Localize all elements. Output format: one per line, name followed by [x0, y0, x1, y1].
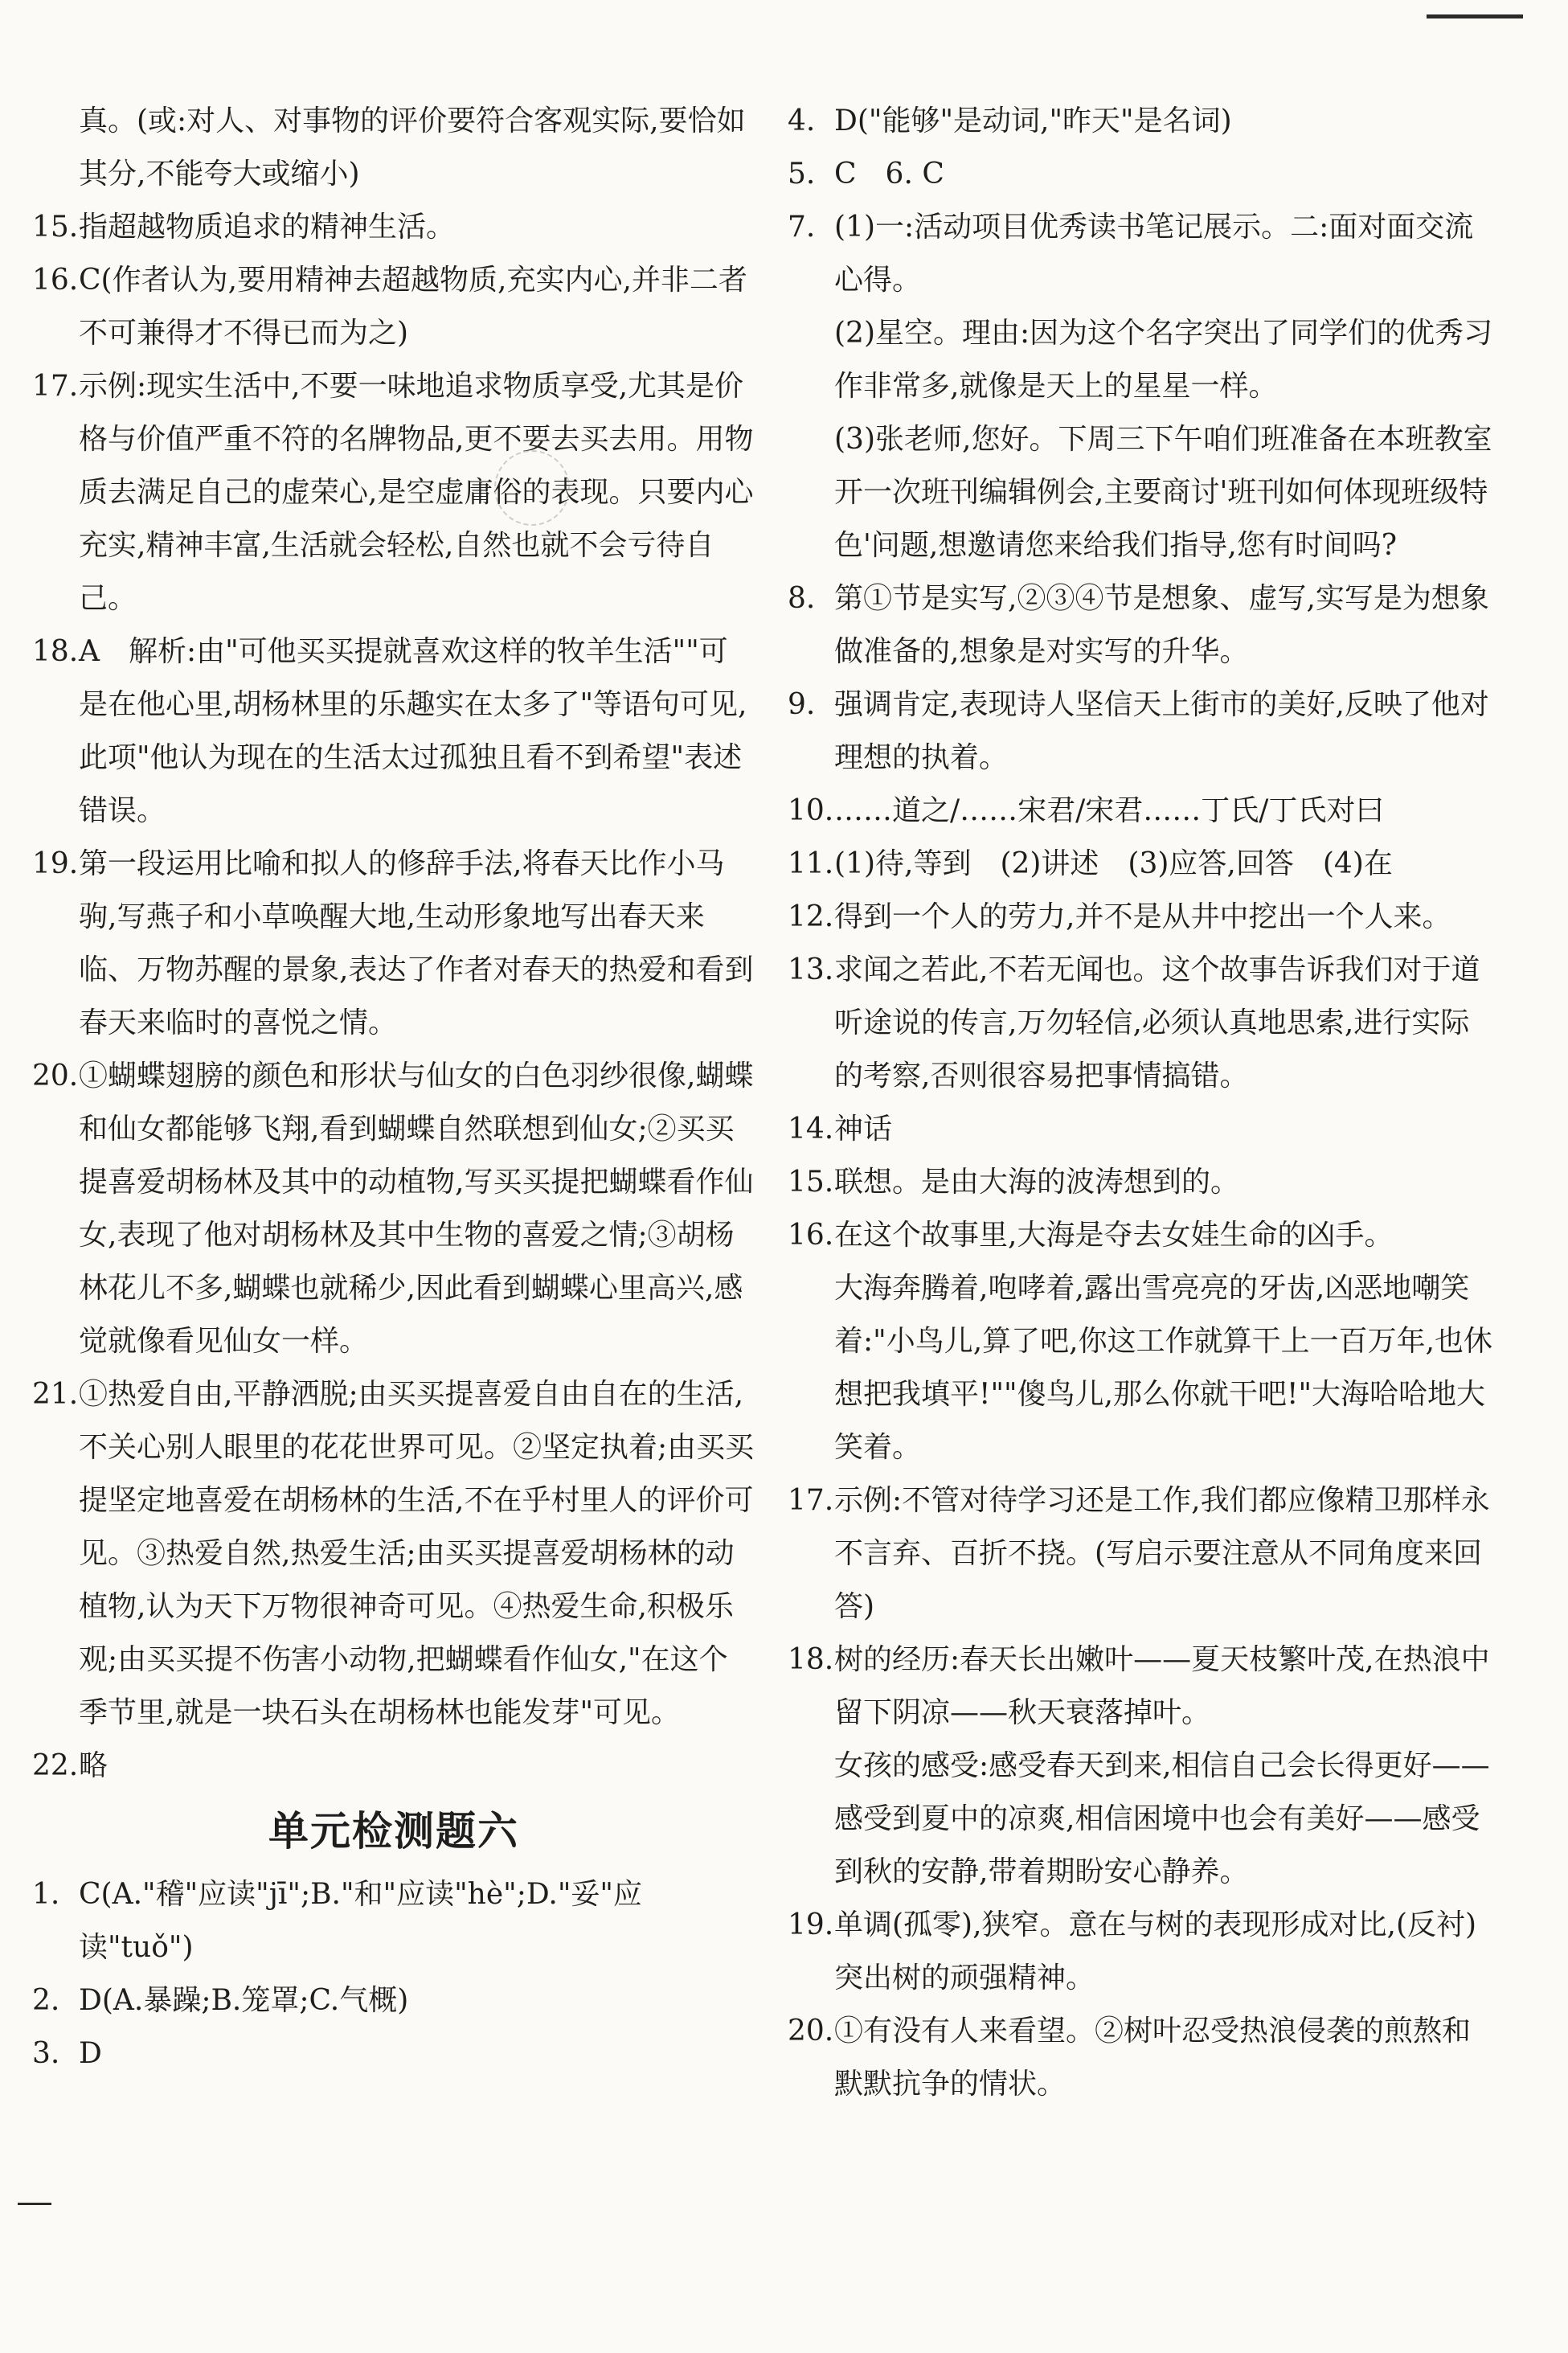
answer-number: 8. [788, 582, 816, 615]
answer-number: 7. [788, 211, 816, 244]
answer-number: 12. [788, 900, 834, 933]
answer-text: 联想。是由大海的波涛想到的。 [834, 1166, 1240, 1199]
answer-item [788, 1899, 1495, 2005]
answer-number: 15. [32, 211, 79, 244]
answer-number: 16. [32, 264, 79, 297]
answer-item [32, 1868, 755, 1974]
answer-item [32, 838, 755, 1050]
answer-number: 2. [32, 1984, 60, 2017]
answer-item [788, 1209, 1495, 1262]
answer-text: (1)待,等到 (2)讲述 (3)应答,回答 (4)在 [834, 847, 1393, 880]
answer-text: 指超越物质追求的精神生活。 [79, 211, 456, 244]
answer-text: 神话 [834, 1113, 893, 1146]
answer-number: 21. [32, 1378, 79, 1411]
answer-item [788, 944, 1495, 1103]
answer-continuation: 女孩的感受:感受春天到来,相信自己会长得更好——感受到夏中的凉爽,相信困境中也会有美好——感受到秋的安静,带着期盼安心静养。 [834, 1749, 1490, 1888]
answer-text: ……道之/……宋君/宋君……丁氏/丁氏对曰 [834, 794, 1385, 827]
footer-rule [18, 2203, 51, 2205]
right-column [788, 95, 1495, 2111]
answer-text: D(A.暴躁;B.笼罩;C.气概) [79, 1984, 409, 2017]
answer-text: A 解析:由"可他买买提就喜欢这样的牧羊生活""可是在他心里,胡杨林里的乐趣实在太多了"等语句可见,此项"他认为现在的生活太过孤独且看不到希望"表述错误。 [79, 635, 747, 827]
answer-number: 1. [32, 1878, 60, 1911]
answer-number: 13. [788, 953, 834, 986]
answer-number: 5. [788, 158, 816, 191]
answer-text: ①蝴蝶翅膀的颜色和形状与仙女的白色羽纱很像,蝴蝶和仙女都能够飞翔,看到蝴蝶自然联想到仙女;②买买提喜爱胡杨林及其中的动植物,写买买提把蝴蝶看作仙女,表现了他对胡杨林及其中生物的喜爱之情;③胡杨林花儿不多,蝴蝶也就稀少,因此看到蝴蝶心里高兴,感觉就像看见仙女一样。 [79, 1060, 754, 1358]
answer-text: 得到一个人的劳力,并不是从井中挖出一个人来。 [834, 900, 1451, 933]
answer-item [788, 95, 1495, 148]
answer-number: 11. [788, 847, 834, 880]
answer-text: 单调(孤零),狭窄。意在与树的表现形成对比,(反衬)突出树的顽强精神。 [834, 1908, 1477, 1994]
answer-item [32, 1368, 755, 1740]
answer-item [788, 1474, 1495, 1634]
answer-number: 20. [32, 1060, 79, 1092]
answer-item [32, 1050, 755, 1368]
answer-number: 19. [32, 847, 79, 880]
answer-item [788, 891, 1495, 944]
answer-number: 19. [788, 1908, 834, 1941]
answer-text: C(作者认为,要用精神去超越物质,充实内心,并非二者不可兼得才不得已而为之) [79, 264, 747, 350]
answer-text: 在这个故事里,大海是夺去女娃生命的凶手。 [834, 1219, 1394, 1252]
answer-item [788, 1634, 1495, 1740]
section-title: 单元检测题六 [268, 1808, 519, 1855]
answer-item [788, 2005, 1495, 2111]
answer-number: 3. [32, 2037, 60, 2070]
answer-text: C(A."稽"应读"jī";B."和"应读"hè";D."妥"应读"tuǒ") [79, 1878, 642, 1964]
answer-text: 树的经历:春天长出嫩叶——夏天枝繁叶茂,在热浪中留下阴凉——秋天衰落掉叶。 [834, 1643, 1490, 1729]
answer-continuation: (2)星空。理由:因为这个名字突出了同学们的优秀习作非常多,就像是天上的星星一样。 [834, 317, 1493, 403]
answer-text: D("能够"是动词,"昨天"是名词) [834, 105, 1232, 137]
left-column [32, 95, 755, 2080]
answer-text: ①热爱自由,平静洒脱;由买买提喜爱自由自在的生活,不关心别人眼里的花花世界可见。②坚定执着;由买买提坚定地喜爱在胡杨林的生活,不在乎村里人的评价可见。③热爱自然,热爱生活;由买买提喜爱胡杨林的动植物,认为天下万物很神奇可见。④热爱生命,积极乐观;由买买提不伤害小动物,把蝴蝶看作仙女,"在这个季节里,就是一块石头在胡杨林也能发芽"可见。 [79, 1378, 755, 1729]
answer-number: 18. [788, 1643, 834, 1676]
answer-item [788, 838, 1495, 891]
answer-text: 略 [79, 1749, 108, 1782]
answer-item [32, 2027, 755, 2080]
answer-text: 第一段运用比喻和拟人的修辞手法,将春天比作小马驹,写燕子和小草唤醒大地,生动形象地写出春天来临、万物苏醒的景象,表达了作者对春天的热爱和看到春天来临时的喜悦之情。 [79, 847, 754, 1039]
answer-number: 16. [788, 1219, 834, 1252]
answer-continuation: (3)张老师,您好。下周三下午咱们班准备在本班教室开一次班刊编辑例会,主要商讨'班刊如何体现班级特色'问题,想邀请您来给我们指导,您有时间吗? [834, 423, 1492, 562]
answer-text: 强调肯定,表现诗人坚信天上街市的美好,反映了他对理想的执着。 [834, 688, 1489, 774]
answer-item [32, 201, 755, 254]
answer-text: C 6. C [834, 158, 944, 191]
answer-number: 17. [32, 370, 79, 403]
answer-number: 14. [788, 1113, 834, 1146]
answer-item [32, 254, 755, 360]
answer-continuation: 大海奔腾着,咆哮着,露出雪亮亮的牙齿,凶恶地嘲笑着:"小鸟儿,算了吧,你这工作就算干上一百万年,也休想把我填平!""傻鸟儿,那么你就干吧!"大海哈哈地大笑着。 [834, 1272, 1493, 1464]
answer-number: 4. [788, 105, 816, 137]
answer-text: (1)一:活动项目优秀读书笔记展示。二:面对面交流心得。 [834, 211, 1474, 297]
answer-text: 示例:不管对待学习还是工作,我们都应像精卫那样永不言弃、百折不挠。(写启示要注意从不同角度来回答) [834, 1484, 1490, 1623]
answer-number: 15. [788, 1166, 834, 1199]
answer-item [32, 1740, 755, 1793]
answer-text: 求闻之若此,不若无闻也。这个故事告诉我们对于道听途说的传言,万勿轻信,必须认真地思索,进行实际的考察,否则很容易把事情搞错。 [834, 953, 1480, 1092]
answer-item [788, 148, 1495, 201]
answer-item [788, 1103, 1495, 1156]
watermark-stamp [494, 450, 570, 526]
answer-number: 20. [788, 2015, 834, 2048]
header-rule [1427, 14, 1523, 18]
answer-continuation: 真。(或:对人、对事物的评价要符合客观实际,要恰如其分,不能夸大或缩小) [79, 105, 746, 191]
answer-number: 9. [788, 688, 816, 721]
answer-text: D [79, 2037, 102, 2070]
answer-text: ①有没有人来看望。②树叶忍受热浪侵袭的煎熬和默默抗争的情状。 [834, 2015, 1472, 2101]
answer-item [32, 360, 755, 625]
answer-text: 示例:现实生活中,不要一味地追求物质享受,尤其是价格与价值严重不符的名牌物品,更不要去买去用。用物质去满足自己的虚荣心,是空虚庸俗的表现。只要内心充实,精神丰富,生活就会轻松,自然也就不会亏待自己。 [79, 370, 754, 615]
answer-number: 17. [788, 1484, 834, 1517]
answer-number: 22. [32, 1749, 79, 1782]
answer-item [32, 625, 755, 838]
answer-item [788, 678, 1495, 785]
answer-item [32, 1974, 755, 2027]
answer-item [788, 201, 1495, 307]
answer-number: 10. [788, 794, 834, 827]
answer-item [788, 572, 1495, 678]
answer-item [788, 1156, 1495, 1209]
answer-text: 第①节是实写,②③④节是想象、虚写,实写是为想象做准备的,想象是对实写的升华。 [834, 582, 1489, 668]
answer-number: 18. [32, 635, 79, 668]
answer-item [788, 785, 1495, 838]
